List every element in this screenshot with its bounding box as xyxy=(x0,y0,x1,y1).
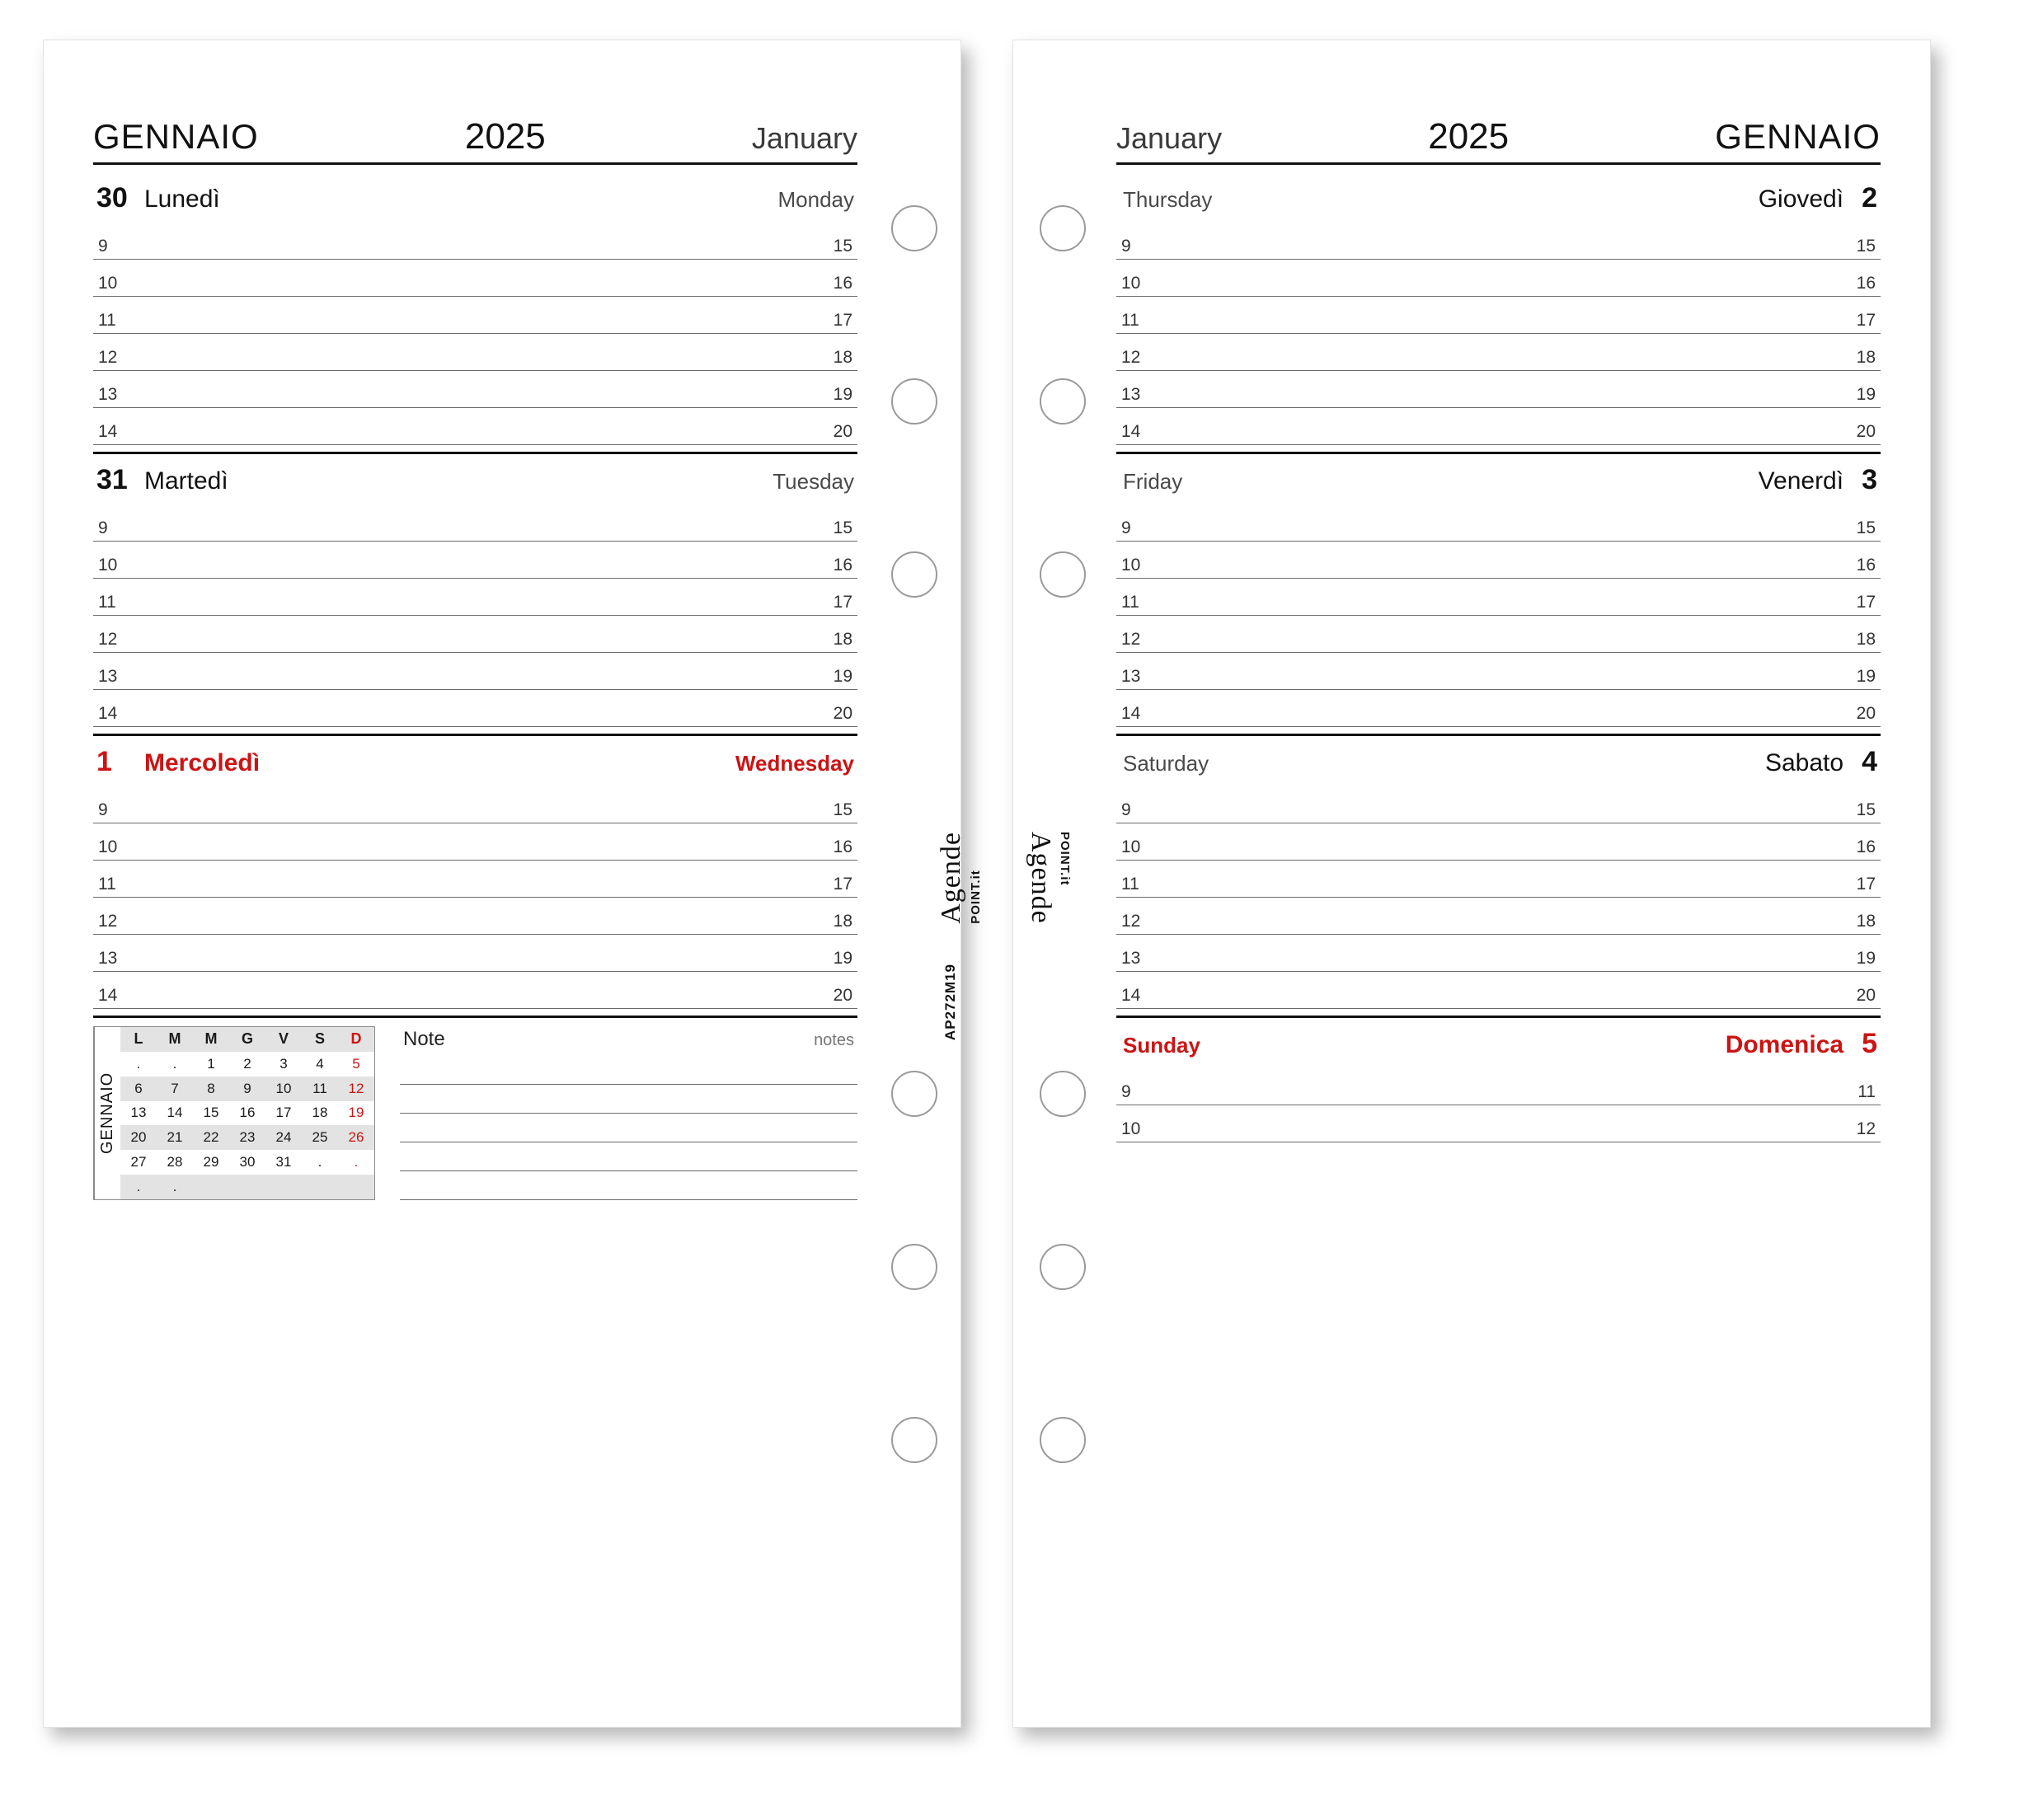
mini-calendar-day: 10 xyxy=(265,1077,302,1101)
day-name-italian: Lunedì xyxy=(144,185,220,213)
hour-label-left: 13 xyxy=(1121,667,1141,686)
day-name-italian: Giovedì xyxy=(1758,185,1844,213)
hour-label-left: 10 xyxy=(98,274,118,293)
hour-rows xyxy=(1116,504,1881,727)
hour-row[interactable] xyxy=(93,935,857,972)
hour-row[interactable] xyxy=(93,297,857,334)
hour-row[interactable] xyxy=(1116,542,1881,579)
mini-calendar-week xyxy=(120,1175,374,1199)
day-header xyxy=(93,454,857,504)
mini-calendar-day-sunday: 12 xyxy=(338,1077,374,1101)
hour-row[interactable] xyxy=(1116,408,1881,445)
header-year: 2025 xyxy=(1428,116,1510,157)
day-block-5 xyxy=(1116,1018,1881,1149)
hour-label-right: 16 xyxy=(833,837,852,856)
hour-row[interactable] xyxy=(1116,653,1881,690)
left-page-content xyxy=(93,40,857,1727)
punch-hole xyxy=(891,1417,937,1463)
day-name-english: Saturday xyxy=(1123,751,1209,776)
brand-subtitle: POINT.it xyxy=(969,870,983,924)
hour-label-right: 16 xyxy=(833,274,852,293)
note-line[interactable] xyxy=(400,1171,857,1200)
hour-label-left: 9 xyxy=(1121,1082,1131,1101)
hour-label-right: 12 xyxy=(1856,1119,1876,1138)
weekday-header: G xyxy=(229,1027,265,1052)
hour-label-left: 10 xyxy=(1121,556,1141,575)
left-page-header xyxy=(93,116,857,165)
hour-row[interactable] xyxy=(1116,334,1881,371)
hour-label-right: 19 xyxy=(1856,949,1876,968)
left-day-list xyxy=(93,172,857,1727)
mini-calendar-day-sunday: 26 xyxy=(338,1125,374,1150)
hour-row[interactable] xyxy=(1116,371,1881,408)
mini-calendar-day: 9 xyxy=(229,1077,265,1101)
right-page-header xyxy=(1116,116,1881,165)
hour-row[interactable] xyxy=(93,371,857,408)
mini-calendar-day xyxy=(265,1175,302,1199)
brand-name: Agende xyxy=(1026,832,1056,924)
mini-calendar-day: 27 xyxy=(130,1154,147,1170)
hour-label-left: 11 xyxy=(98,311,116,330)
punch-hole xyxy=(1040,378,1086,425)
day-number: 3 xyxy=(1862,464,1877,495)
mini-calendar-day: 28 xyxy=(167,1154,183,1170)
hour-row[interactable] xyxy=(1116,223,1881,260)
hour-label-right: 17 xyxy=(833,593,852,612)
mini-calendar-day: 22 xyxy=(193,1125,229,1150)
mini-calendar-month-label: GENNAIO xyxy=(94,1027,120,1199)
mini-calendar-day: 4 xyxy=(316,1055,324,1072)
hour-label-right: 16 xyxy=(1856,556,1876,575)
day-name-english: Friday xyxy=(1123,469,1183,494)
day-block-2 xyxy=(1116,172,1881,454)
hour-label-left: 11 xyxy=(1121,311,1139,330)
product-code: AP272M19 xyxy=(942,964,958,1041)
note-line[interactable] xyxy=(400,1142,857,1171)
hour-label-right: 16 xyxy=(1856,837,1876,856)
weekday-header: S xyxy=(302,1027,338,1052)
hour-label-left: 13 xyxy=(98,385,118,404)
hour-row[interactable] xyxy=(1116,861,1881,898)
left-page xyxy=(43,40,983,1728)
day-block-1 xyxy=(93,736,857,1018)
hour-label-right: 11 xyxy=(1857,1082,1876,1101)
mini-calendar-day: 7 xyxy=(157,1077,193,1101)
mini-calendar-day: 20 xyxy=(120,1125,157,1150)
day-name-english: Sunday xyxy=(1123,1033,1200,1058)
hour-row[interactable] xyxy=(93,334,857,371)
header-month-english: January xyxy=(751,121,857,155)
punch-hole xyxy=(1040,205,1086,251)
mini-calendar-day: 17 xyxy=(275,1105,292,1121)
hour-rows xyxy=(1116,223,1881,445)
mini-calendar-day: 11 xyxy=(302,1077,338,1101)
day-name-italian: Mercoledì xyxy=(144,749,261,776)
day-block-31 xyxy=(93,454,857,736)
punch-hole xyxy=(1040,1417,1086,1463)
hour-label-left: 11 xyxy=(1121,875,1139,894)
hour-row[interactable] xyxy=(93,823,857,861)
hour-label-left: 12 xyxy=(1121,630,1141,649)
hour-row[interactable] xyxy=(1116,823,1881,861)
punch-hole xyxy=(1040,551,1086,598)
mini-calendar-table xyxy=(120,1027,374,1199)
hour-row[interactable] xyxy=(93,408,857,445)
mini-calendar-day: 3 xyxy=(279,1055,288,1072)
mini-calendar xyxy=(93,1026,375,1200)
hour-label-right: 19 xyxy=(833,667,852,686)
header-month-italian: GENNAIO xyxy=(93,117,259,156)
brand-logo-right xyxy=(1025,832,1072,924)
mini-calendar-day: 25 xyxy=(302,1125,338,1150)
hour-row[interactable] xyxy=(1116,616,1881,653)
hour-label-left: 9 xyxy=(98,518,108,537)
hour-label-left: 12 xyxy=(98,912,118,931)
hour-label-left: 12 xyxy=(98,630,118,649)
day-name-italian: Martedì xyxy=(144,467,228,495)
mini-calendar-day-sunday: 19 xyxy=(348,1105,364,1121)
hour-label-right: 18 xyxy=(833,912,852,931)
hour-label-left: 13 xyxy=(1121,949,1141,968)
mini-calendar-day: 16 xyxy=(239,1105,256,1121)
mini-calendar-day: 18 xyxy=(312,1105,328,1121)
hour-rows xyxy=(93,786,857,1009)
hour-label-right: 19 xyxy=(1856,385,1876,404)
mini-calendar-day: . xyxy=(157,1175,193,1199)
hour-row[interactable] xyxy=(93,690,857,727)
mini-calendar-day xyxy=(193,1175,229,1199)
mini-calendar-day-sunday xyxy=(338,1175,374,1199)
day-number: 5 xyxy=(1862,1028,1877,1059)
punch-hole xyxy=(891,1244,937,1290)
day-block-3 xyxy=(1116,454,1881,736)
day-name-english: Tuesday xyxy=(773,469,854,494)
hour-label-right: 20 xyxy=(833,704,852,723)
day-header xyxy=(1116,736,1881,786)
hour-label-left: 11 xyxy=(98,593,116,612)
hour-label-left: 9 xyxy=(1121,237,1131,256)
day-number: 31 xyxy=(96,464,128,495)
hour-label-right: 15 xyxy=(833,237,852,256)
weekday-header: V xyxy=(265,1027,302,1052)
hour-row[interactable] xyxy=(1116,898,1881,935)
hour-label-left: 10 xyxy=(1121,837,1141,856)
punch-hole xyxy=(1040,1071,1086,1117)
header-month-english: January xyxy=(1116,121,1223,155)
day-header xyxy=(1116,454,1881,504)
hour-label-left: 10 xyxy=(98,556,118,575)
hour-label-right: 16 xyxy=(1856,274,1876,293)
hour-label-left: 9 xyxy=(98,237,108,256)
hour-label-right: 20 xyxy=(833,422,852,441)
hour-label-right: 18 xyxy=(1856,348,1876,367)
mini-calendar-day: 23 xyxy=(229,1125,265,1150)
header-month-italian: GENNAIO xyxy=(1715,117,1881,156)
hour-label-left: 13 xyxy=(98,949,118,968)
hour-label-right: 20 xyxy=(1856,986,1876,1005)
hour-row[interactable] xyxy=(1116,935,1881,972)
mini-calendar-day: 6 xyxy=(120,1077,157,1101)
bottom-zone xyxy=(93,1018,857,1200)
mini-calendar-week xyxy=(120,1150,374,1175)
hour-label-left: 12 xyxy=(1121,348,1141,367)
day-name-english: Monday xyxy=(777,187,854,212)
hour-label-left: 14 xyxy=(98,704,118,723)
hour-row[interactable] xyxy=(93,542,857,579)
hour-row[interactable] xyxy=(1116,504,1881,542)
hour-row[interactable] xyxy=(93,504,857,542)
day-header xyxy=(1116,1018,1881,1068)
hour-label-left: 9 xyxy=(1121,800,1131,819)
hour-label-right: 19 xyxy=(833,385,852,404)
mini-calendar-day: 29 xyxy=(203,1154,219,1170)
day-name-english: Wednesday xyxy=(735,751,854,776)
hour-label-right: 19 xyxy=(1856,667,1876,686)
mini-calendar-day: 24 xyxy=(265,1125,302,1150)
hour-label-right: 15 xyxy=(1856,237,1876,256)
day-block-30 xyxy=(93,172,857,454)
mini-calendar-week xyxy=(120,1125,374,1150)
note-line[interactable] xyxy=(400,1056,857,1085)
day-header xyxy=(1116,172,1881,223)
hour-rows xyxy=(93,223,857,445)
brand-logo-left xyxy=(936,832,983,924)
hour-row[interactable] xyxy=(93,579,857,616)
day-number: 1 xyxy=(96,746,112,777)
mini-calendar-day: 13 xyxy=(130,1105,147,1121)
notes-label-italian: Note xyxy=(403,1028,445,1050)
mini-calendar-day: . xyxy=(172,1055,177,1072)
hour-label-left: 9 xyxy=(98,800,108,819)
header-year: 2025 xyxy=(464,116,546,157)
mini-calendar-day: 1 xyxy=(207,1055,215,1072)
mini-calendar-day xyxy=(302,1175,338,1199)
hour-label-right: 18 xyxy=(1856,630,1876,649)
mini-calendar-week xyxy=(120,1052,374,1077)
mini-calendar-day: . xyxy=(136,1055,141,1072)
hour-label-right: 17 xyxy=(1856,311,1876,330)
hour-label-right: 18 xyxy=(833,630,852,649)
hour-row[interactable] xyxy=(93,972,857,1009)
hour-label-right: 18 xyxy=(833,348,852,367)
note-line[interactable] xyxy=(400,1114,857,1142)
weekday-header: M xyxy=(157,1027,193,1052)
punch-hole xyxy=(1040,1244,1086,1290)
day-number: 30 xyxy=(96,182,128,213)
hour-label-left: 14 xyxy=(98,422,118,441)
day-name-italian: Domenica xyxy=(1725,1031,1844,1058)
mini-calendar-day: 2 xyxy=(243,1055,251,1072)
day-name-italian: Venerdì xyxy=(1758,467,1844,495)
hour-label-left: 9 xyxy=(1121,518,1131,537)
hour-label-right: 15 xyxy=(1856,518,1876,537)
day-name-italian: Sabato xyxy=(1764,749,1844,776)
hour-label-right: 20 xyxy=(1856,704,1876,723)
day-number: 2 xyxy=(1862,182,1877,213)
mini-calendar-day: 15 xyxy=(203,1105,219,1121)
hour-label-left: 12 xyxy=(98,348,118,367)
hour-label-left: 11 xyxy=(98,875,116,894)
day-header xyxy=(93,172,857,223)
hour-label-right: 17 xyxy=(1856,593,1876,612)
mini-calendar-day: . xyxy=(317,1154,322,1170)
hour-label-right: 16 xyxy=(833,556,852,575)
mini-calendar-day: . xyxy=(120,1175,157,1199)
hour-label-right: 15 xyxy=(833,800,852,819)
brand-subtitle: POINT.it xyxy=(1058,832,1072,886)
punch-hole xyxy=(891,378,937,425)
hour-row[interactable] xyxy=(93,223,857,260)
hour-rows xyxy=(93,504,857,727)
hour-row[interactable] xyxy=(1116,260,1881,297)
hour-label-right: 15 xyxy=(833,518,852,537)
notes-section xyxy=(400,1026,857,1200)
brand-name: Agende xyxy=(936,832,966,924)
hour-row[interactable] xyxy=(93,786,857,823)
weekday-header: L xyxy=(120,1027,157,1052)
day-header xyxy=(93,736,857,786)
hour-label-right: 17 xyxy=(833,875,852,894)
right-page-content xyxy=(1116,40,1881,1727)
note-line[interactable] xyxy=(400,1085,857,1114)
mini-calendar-day-sunday: 5 xyxy=(352,1055,360,1072)
hour-label-right: 19 xyxy=(833,949,852,968)
hour-row[interactable] xyxy=(1116,579,1881,616)
punch-hole xyxy=(891,1071,937,1117)
hour-label-left: 13 xyxy=(98,667,118,686)
hour-row[interactable] xyxy=(93,898,857,935)
hour-label-right: 18 xyxy=(1856,912,1876,931)
hour-row[interactable] xyxy=(1116,972,1881,1009)
hour-label-left: 14 xyxy=(98,986,118,1005)
punch-hole xyxy=(891,551,937,598)
hour-row[interactable] xyxy=(1116,786,1881,823)
hour-row[interactable] xyxy=(93,861,857,898)
hour-row[interactable] xyxy=(93,616,857,653)
hour-label-right: 17 xyxy=(1856,875,1876,894)
hour-label-right: 17 xyxy=(833,311,852,330)
hour-row[interactable] xyxy=(1116,1068,1881,1105)
hour-label-left: 10 xyxy=(98,837,118,856)
mini-calendar-week xyxy=(120,1077,374,1101)
hour-label-left: 12 xyxy=(1121,912,1141,931)
hour-label-left: 13 xyxy=(1121,385,1141,404)
mini-calendar-day: 21 xyxy=(157,1125,193,1150)
punch-hole xyxy=(891,205,937,251)
hour-label-left: 14 xyxy=(1121,704,1141,723)
mini-calendar-day: 30 xyxy=(239,1154,256,1170)
hour-label-left: 10 xyxy=(1121,1119,1141,1138)
mini-calendar-header-row xyxy=(120,1027,374,1052)
weekday-header-sunday: D xyxy=(338,1027,374,1052)
notes-header xyxy=(400,1028,857,1056)
mini-calendar-day: 8 xyxy=(193,1077,229,1101)
hour-label-left: 10 xyxy=(1121,274,1141,293)
right-day-list xyxy=(1116,172,1881,1727)
day-number: 4 xyxy=(1862,746,1877,777)
hour-rows xyxy=(1116,1068,1881,1142)
hour-label-right: 15 xyxy=(1856,800,1876,819)
hour-rows xyxy=(1116,786,1881,1009)
weekday-header: M xyxy=(193,1027,229,1052)
hour-label-left: 14 xyxy=(1121,986,1141,1005)
hour-row[interactable] xyxy=(1116,690,1881,727)
hour-row[interactable] xyxy=(93,653,857,690)
hour-label-left: 11 xyxy=(1121,593,1139,612)
day-block-4 xyxy=(1116,736,1881,1018)
hour-label-right: 20 xyxy=(833,986,852,1005)
hour-row[interactable] xyxy=(1116,297,1881,334)
hour-row[interactable] xyxy=(1116,1105,1881,1142)
hour-label-right: 20 xyxy=(1856,422,1876,441)
mini-calendar-day xyxy=(229,1175,265,1199)
mini-calendar-week xyxy=(120,1101,374,1126)
hour-row[interactable] xyxy=(93,260,857,297)
day-name-english: Thursday xyxy=(1123,187,1213,212)
right-page xyxy=(1012,40,1931,1728)
hour-label-left: 14 xyxy=(1121,422,1141,441)
notes-label-english: notes xyxy=(814,1031,854,1049)
mini-calendar-day: 14 xyxy=(167,1105,183,1121)
mini-calendar-day: 31 xyxy=(275,1154,292,1170)
mini-calendar-day-sunday: . xyxy=(354,1154,359,1170)
